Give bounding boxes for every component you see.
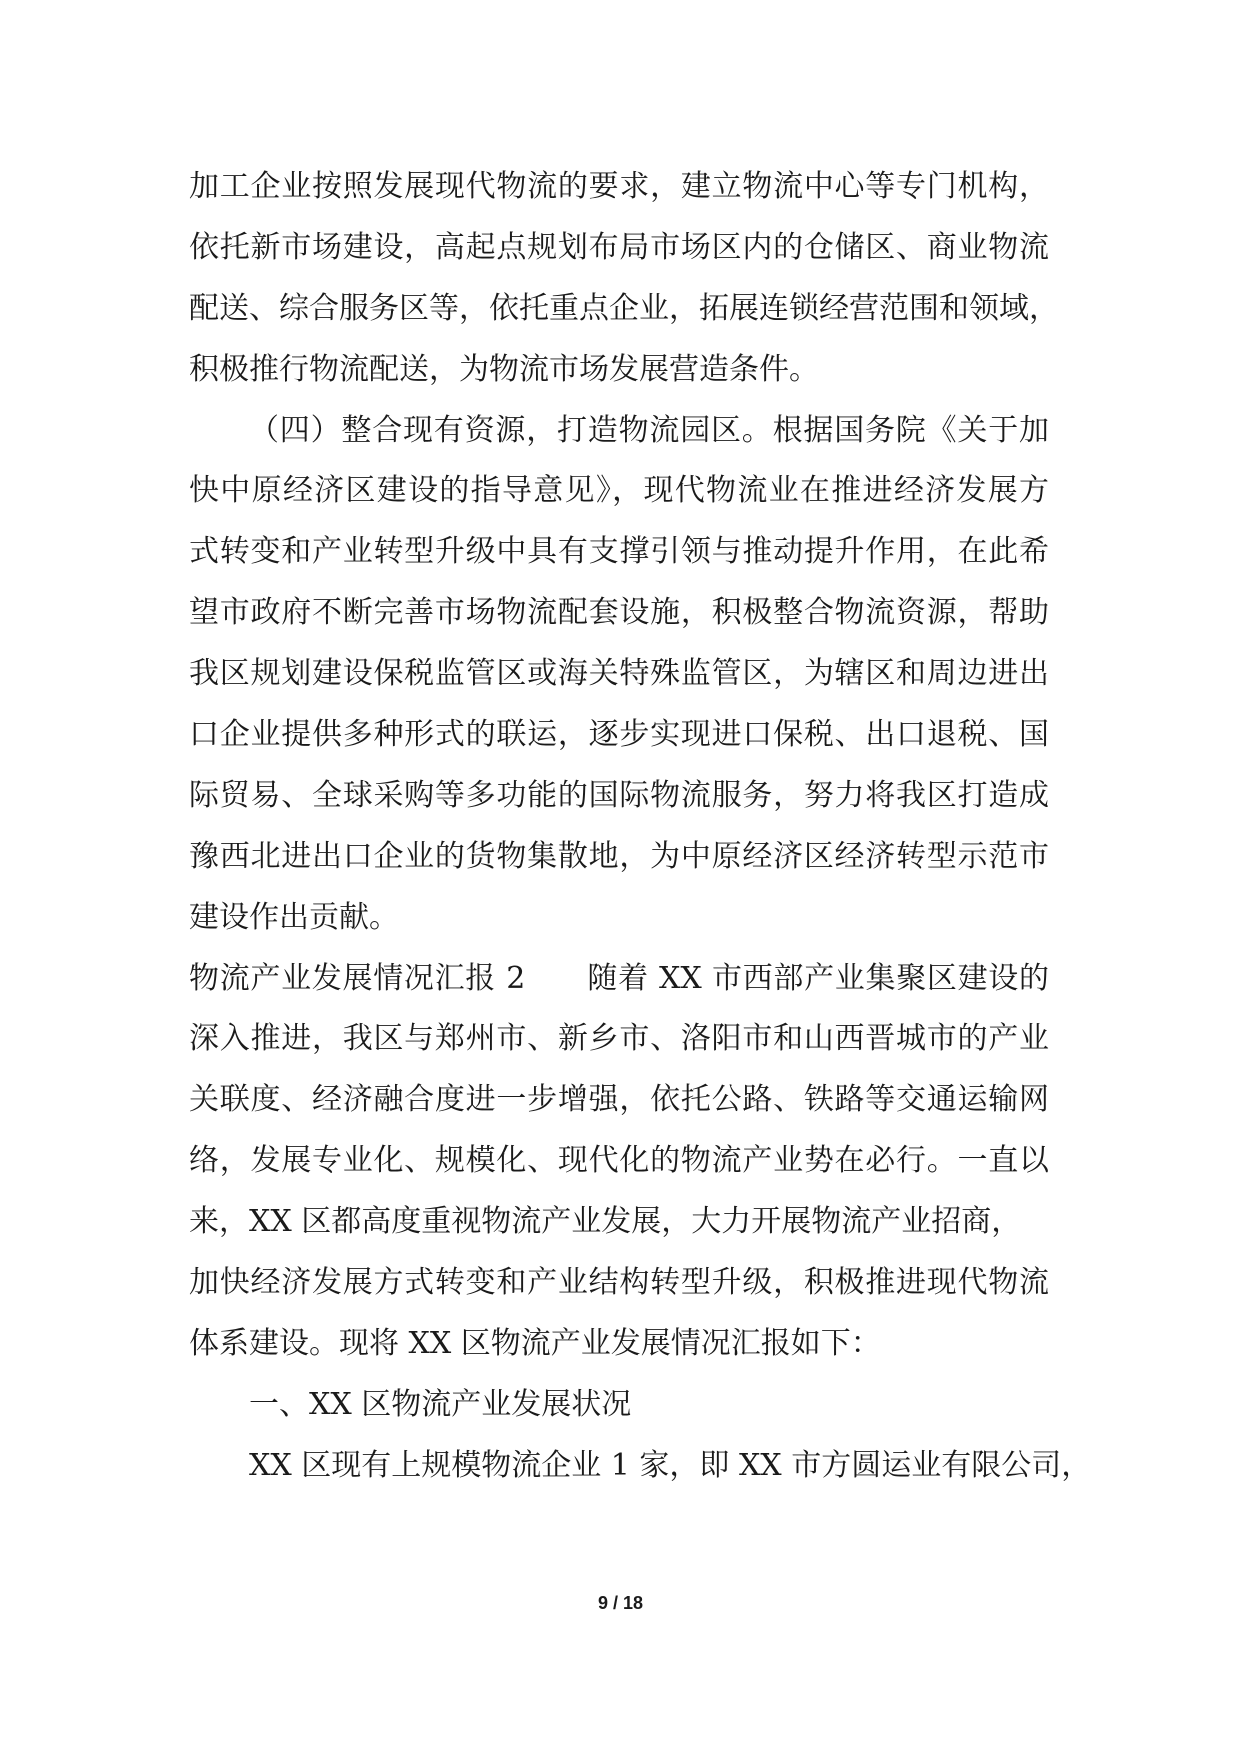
- body-text: [189, 157, 1092, 1497]
- text-line: 依托新市场建设，高起点规划布局市场区内的仓储区、商业物流: [189, 229, 1049, 265]
- text-line: 深入推进，我区与郑州市、新乡市、洛阳市和山西晋城市的产业: [189, 1021, 1049, 1057]
- text-line: 快中原经济区建设的指导意见》，现代物流业在推进经济发展方: [189, 473, 1049, 509]
- text-line: 积极推行物流配送，为物流市场发展营造条件。: [189, 351, 819, 387]
- text-line: 加工企业按照发展现代物流的要求，建立物流中心等专门机构，: [189, 169, 1049, 204]
- text-line: 络，发展专业化、规模化、现代化的物流产业势在必行。一直以: [189, 1143, 1049, 1179]
- page-number: 9 / 18: [597, 1593, 644, 1613]
- section-heading-line: 一、XX 区物流产业发展状况: [249, 1386, 632, 1422]
- text-line: 加快经济发展方式转变和产业结构转型升级，积极推进现代物流: [189, 1265, 1049, 1301]
- text-line: 望市政府不断完善市场物流配套设施，积极整合物流资源，帮助: [189, 595, 1049, 631]
- report-title-line: 物流产业发展情况汇报 2 随着 XX 市西部产业集聚区建设的: [189, 960, 1049, 996]
- text-line: 关联度、经济融合度进一步增强，依托公路、铁路等交通运输网: [189, 1082, 1049, 1118]
- text-line: 配送、综合服务区等，依托重点企业，拓展连锁经营范围和领域，: [189, 290, 1059, 326]
- text-line: 我区规划建设保税监管区或海关特殊监管区，为辖区和周边进出: [189, 656, 1049, 692]
- text-line: 豫西北进出口企业的货物集散地，为中原经济区经济转型示范市: [189, 838, 1049, 874]
- section-heading-line: （四）整合现有资源，打造物流园区。根据国务院《关于加: [249, 412, 1049, 448]
- text-line: 际贸易、全球采购等多功能的国际物流服务，努力将我区打造成: [189, 777, 1049, 813]
- text-line: XX 区现有上规模物流企业 1 家，即 XX 市方圆运业有限公司，: [249, 1447, 1092, 1483]
- text-line: 体系建设。现将 XX 区物流产业发展情况汇报如下：: [189, 1325, 881, 1361]
- text-line: 来，XX 区都高度重视物流产业发展，大力开展物流产业招商，: [189, 1204, 1022, 1240]
- text-line: 式转变和产业转型升级中具有支撑引领与推动提升作用，在此希: [189, 534, 1049, 570]
- text-line: 口企业提供多种形式的联运，逐步实现进口保税、出口退税、国: [189, 717, 1049, 753]
- text-line: 建设作出贡献。: [189, 899, 399, 935]
